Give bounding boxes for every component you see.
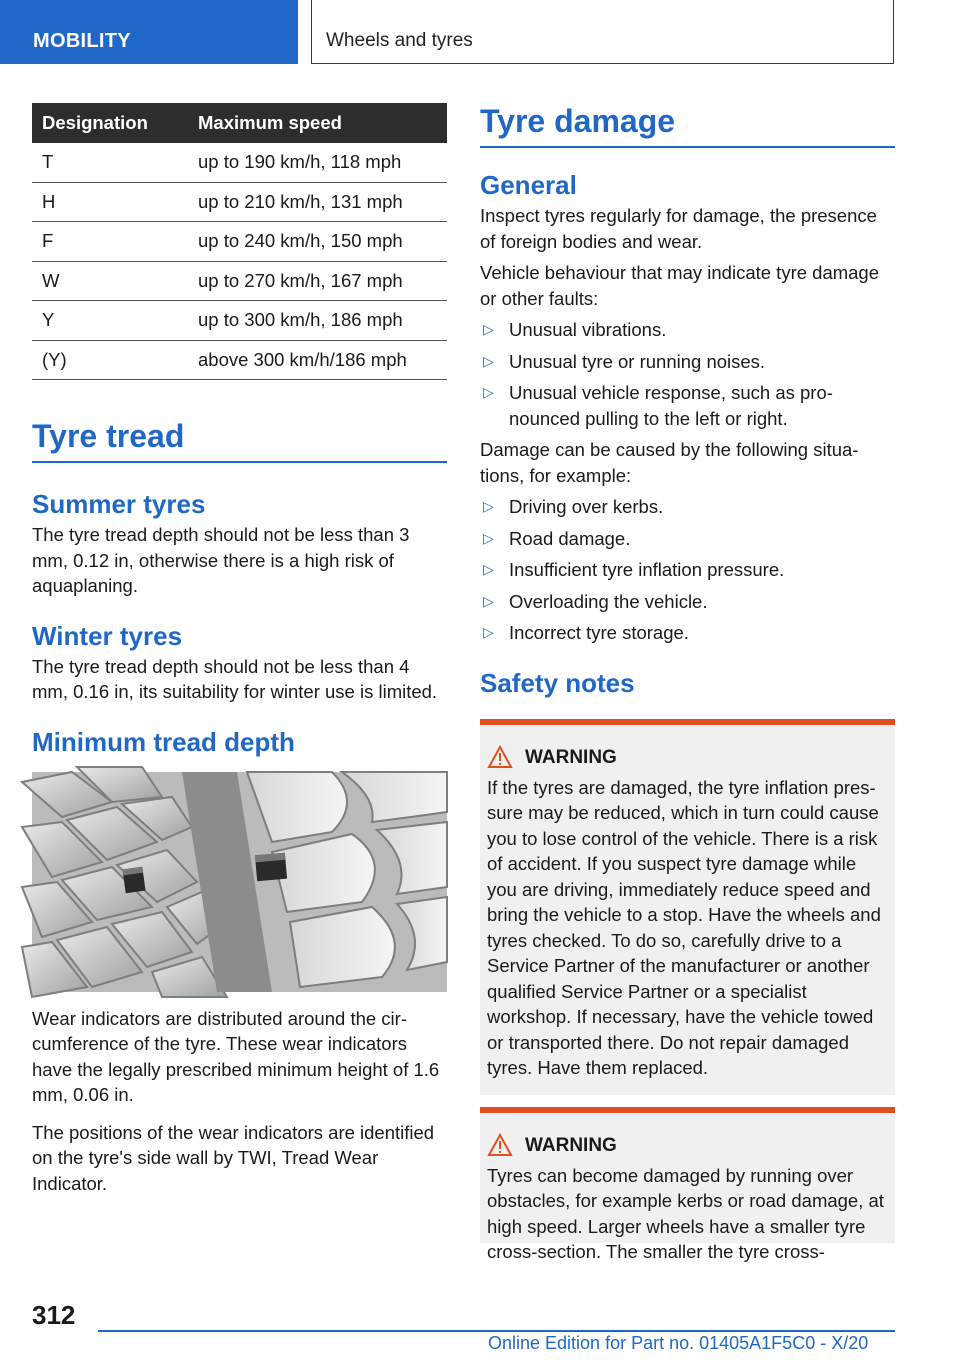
bullet-triangle-icon: ▷ <box>483 321 494 337</box>
bullet-triangle-icon: ▷ <box>483 561 494 577</box>
table-row <box>32 301 447 341</box>
heading-winter-tyres: Winter tyres <box>32 620 183 651</box>
table-cell-designation: F <box>32 222 188 262</box>
bullet-triangle-icon: ▷ <box>483 498 494 514</box>
table-cell-designation: W <box>32 261 188 301</box>
winter-tyres-text: The tyre tread depth should not be less than 4 mm, 0.16 in, its suitability for winter use is limited. <box>32 655 438 702</box>
table-header-row <box>32 103 447 143</box>
section-tab <box>0 0 298 64</box>
causes-text: Damage can be caused by the following situations, for example: <box>480 439 859 486</box>
table-cell-speed: above 300 km/h/186 mph <box>188 340 447 380</box>
heading-general: General <box>480 170 577 200</box>
heading-tyre-damage: Tyre damage <box>480 103 895 148</box>
list-item-text: Road damage. <box>509 527 631 549</box>
bullet-triangle-icon: ▷ <box>483 624 494 640</box>
chapter-tab <box>311 0 894 64</box>
summer-tyres-text: The tyre tread depth should not be less than 3 mm, 0.12 in, otherwise there is a high risk of aquaplaning. <box>32 524 410 596</box>
list-item-text: Incorrect tyre storage. <box>509 622 689 643</box>
page-number: 312 <box>32 1300 76 1330</box>
tread-wear-indicator-image <box>32 772 447 992</box>
list-item-text: Unusual vibrations. <box>509 319 667 340</box>
table-header-designation: Designation <box>32 103 188 143</box>
warning-label: WARNING <box>525 746 617 768</box>
heading-tyre-tread: Tyre tread <box>32 418 447 463</box>
warning-triangle-icon <box>487 1133 513 1157</box>
list-item <box>480 620 895 646</box>
list-item-text: Unusual tyre or running noises. <box>509 350 766 372</box>
bullet-triangle-icon: ▷ <box>483 352 494 369</box>
table-cell-designation: (Y) <box>32 340 188 380</box>
list-item <box>480 349 895 375</box>
list-item-text: Driving over kerbs. <box>509 496 664 517</box>
bullet-triangle-icon: ▷ <box>483 592 494 609</box>
left-column <box>32 103 447 1196</box>
edition-link[interactable]: Online Edition for Part no. 01405A1F5C0 - X/20 <box>488 1333 869 1353</box>
table-row <box>32 143 447 182</box>
speed-rating-table <box>32 103 447 380</box>
warning-text: If the tyres are damaged, the tyre inflation pressure may be reduced, which in turn could cause you to lose control of the vehicle. There is a risk of accident. If you suspect tyre damage while you are driving, immediately reduce speed and bring the vehicle to a stop. Have the wheels and tyres checked. To do so, carefully drive to a Service Partner of the manufacturer or another qualified Service Partner or a specialist workshop. If necessary, have the vehicle towed or transported there. Do not repair damaged tyres. Have them replaced. <box>487 776 881 1078</box>
warning-label: WARNING <box>525 1134 617 1156</box>
general-text-inspect: Inspect tyres regularly for damage, the presence of foreign bodies and wear. <box>480 205 877 252</box>
tyre-tread-illustration <box>32 772 447 992</box>
section-label: MOBILITY <box>33 30 131 52</box>
general-text-behaviour: Vehicle behaviour that may indicate tyre damage or other faults: <box>480 262 880 309</box>
list-item <box>480 317 895 343</box>
list-item-text: Insufficient tyre inflation pressure. <box>509 559 785 580</box>
table-row <box>32 222 447 262</box>
footer-divider <box>98 1330 895 1332</box>
table-cell-speed: up to 240 km/h, 150 mph <box>188 222 447 262</box>
heading-safety-notes: Safety notes <box>480 667 635 698</box>
list-item-text: Overloading the vehicle. <box>509 590 708 612</box>
wear-indicators-text: Wear indicators are distributed around the circumference of the tyre. These wear indicators have the legally prescribed minimum height of 1.6 mm, 0.06 in. <box>32 1007 440 1105</box>
warning-title <box>487 1135 887 1157</box>
table-row <box>32 182 447 222</box>
warning-title <box>487 747 887 769</box>
list-item <box>480 526 895 552</box>
right-column <box>480 103 895 1262</box>
bullet-triangle-icon: ▷ <box>483 529 494 546</box>
twi-text: The positions of the wear indicators are identified on the tyre's side wall by TWI, Tread Wear Indicator. <box>32 1121 435 1194</box>
list-item <box>480 380 895 431</box>
table-cell-speed: up to 210 km/h, 131 mph <box>188 182 447 222</box>
warning-text: Tyres can become damaged by running over obstacles, for example kerbs or road damage, at high speed. Larger wheels have a smaller tyre cross-section. The smaller the tyre cross- <box>487 1164 884 1262</box>
table-row <box>32 261 447 301</box>
list-item <box>480 494 895 520</box>
table-cell-designation: H <box>32 182 188 222</box>
chapter-label: Wheels and tyres <box>326 30 473 51</box>
warning-box <box>480 1107 895 1262</box>
table-header-max-speed: Maximum speed <box>188 103 447 143</box>
table-row <box>32 340 447 380</box>
causes-list <box>480 494 895 646</box>
table-cell-speed: up to 270 km/h, 167 mph <box>188 261 447 301</box>
table-cell-speed: up to 190 km/h, 118 mph <box>188 143 447 182</box>
table-cell-designation: Y <box>32 301 188 341</box>
table-cell-designation: T <box>32 143 188 182</box>
warning-box <box>480 719 895 1095</box>
bullet-triangle-icon: ▷ <box>483 384 494 400</box>
behaviour-list <box>480 317 895 431</box>
heading-minimum-tread-depth: Minimum tread depth <box>32 726 295 757</box>
heading-summer-tyres: Summer tyres <box>32 489 206 519</box>
list-item <box>480 589 895 615</box>
table-cell-speed: up to 300 km/h, 186 mph <box>188 301 447 341</box>
list-item-text: Unusual vehicle response, such as pronounced pulling to the left or right. <box>509 382 833 429</box>
warning-triangle-icon <box>487 745 513 769</box>
list-item <box>480 557 895 583</box>
